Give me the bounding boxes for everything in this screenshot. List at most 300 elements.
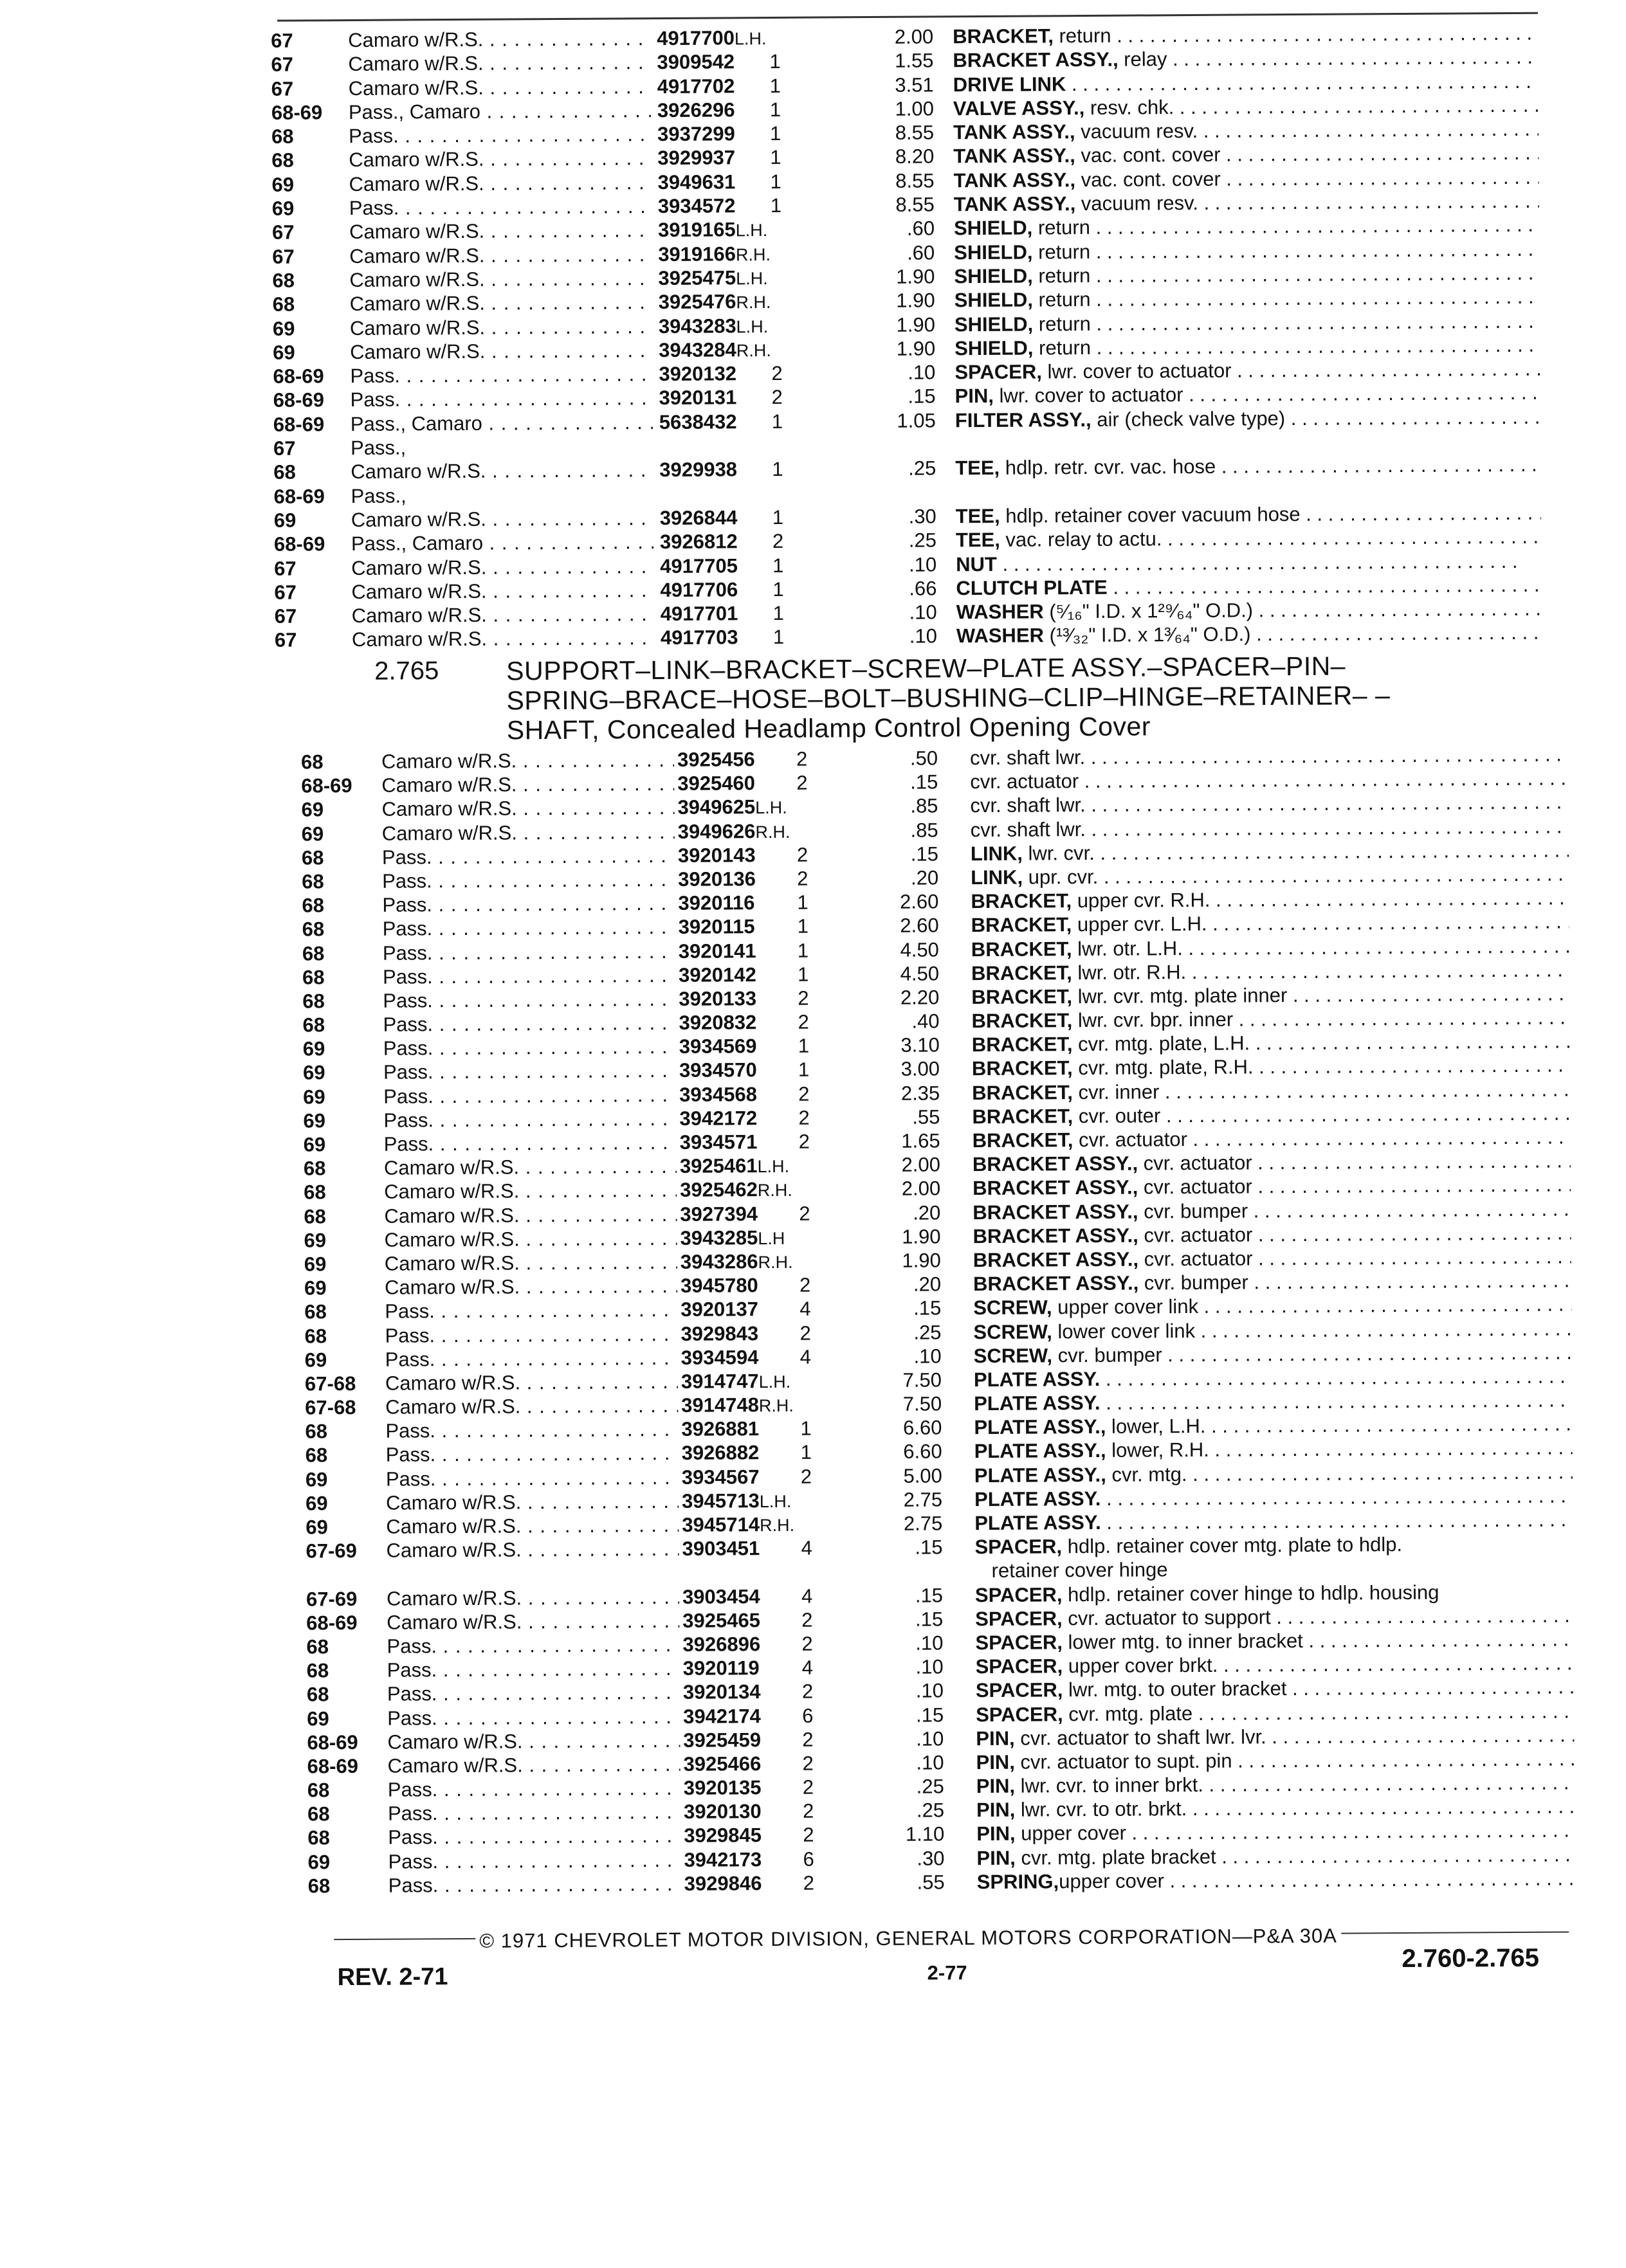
model-year: 69 [304,1228,326,1252]
model-year: 67-69 [306,1539,357,1563]
description [974,1436,1573,1464]
part-number-text: 3920143 [678,844,756,867]
description-name: SHIELD, [955,336,1034,359]
description-name: SPACER, [975,1631,1063,1654]
description-detail [1101,1508,1573,1534]
description-detail: relay . . . [1119,45,1539,71]
description [955,333,1540,361]
quantity: 1 [798,962,808,986]
part-number-text: 3929846 [684,1872,762,1895]
description-detail: upper cover . . . [1015,1819,1575,1845]
part-number-text: 3934571 [680,1130,758,1154]
description-detail [1066,69,1539,95]
description [972,1030,1570,1057]
price: .15 [872,1583,943,1608]
group-title-line-1: SUPPORT–LINK–BRACKET–SCREW–PLATE ASSY.–SPACER–PIN– [506,649,1600,685]
part-number [680,1130,758,1156]
description-name: SPACER, [975,1583,1063,1606]
description [971,981,1569,1009]
part-number-text: 3934594 [681,1346,759,1369]
price: 2.60 [868,890,938,914]
part-number [683,1680,761,1705]
price: 8.55 [863,121,934,145]
part-number-text: 3937299 [657,123,735,146]
application [385,1298,677,1323]
part-number-text: 3945780 [681,1274,758,1297]
price: 6.60 [872,1440,942,1464]
model-year: 68 [301,750,324,774]
part-number [660,530,738,556]
part-number-text: 3920134 [683,1680,761,1703]
description-name: SHIELD, [954,264,1033,287]
price: 5.00 [872,1464,942,1488]
description-name: SCREW, [973,1320,1052,1343]
description-name: PIN, [976,1775,1016,1797]
part-number [659,338,771,363]
part-number [679,986,756,1012]
part-number [659,458,737,484]
quantity: 2 [772,529,783,553]
price: .15 [868,842,938,866]
quantity: 1 [770,122,781,145]
description-detail: cvr. bumper . . . [1138,1197,1571,1222]
price: 7.50 [871,1392,942,1416]
part-number-text: 3945713 [682,1489,760,1512]
revision-label: REV. 2-71 [337,1963,448,1991]
description [953,21,1538,49]
model-year: 69 [274,508,297,532]
part-number-text: 3926296 [657,98,735,122]
application [351,386,653,412]
description-detail: hdlp. retr. cvr. vac. hose . . . [1000,453,1540,479]
part-number-text: 3929938 [659,458,737,482]
description [971,957,1569,985]
application-text: Pass. [383,1013,433,1035]
description [973,1197,1571,1224]
part-number [679,914,755,940]
application-text: Pass. [350,365,400,387]
application-text: Pass. [383,1109,434,1131]
description [971,910,1569,938]
application-text: Pass. [383,941,433,964]
application-text: Camaro w/R.S. [385,1371,520,1394]
description [954,261,1539,289]
model-year: 68-69 [271,100,323,125]
description [976,1819,1575,1846]
price: 4.50 [868,961,939,986]
description-detail [997,549,1518,575]
application [351,530,653,556]
part-number [660,505,738,531]
application-text: Pass. [383,989,433,1012]
application [352,626,654,652]
description [974,1460,1573,1487]
description-name: BRACKET, [972,1105,1073,1128]
model-year: 68 [273,293,295,317]
side-indicator: R.H. [758,1181,792,1200]
model-year: 68 [272,268,295,293]
application-text: Camaro w/R.S. [348,28,483,51]
description [974,1507,1573,1535]
description-detail: lower cover link . . . [1052,1316,1572,1343]
description-name: SHIELD, [954,240,1033,264]
price: 1.90 [864,336,935,361]
model-year: 67 [271,29,293,53]
application [387,1704,680,1730]
quantity: 1 [798,1034,809,1058]
description-detail: vac. cont. cover . . . [1075,165,1539,190]
part-number [680,1202,758,1228]
side-indicator: R.H. [736,293,771,312]
model-year: 68 [308,1874,331,1898]
description-detail: cvr. actuator . . . [1138,1244,1571,1270]
price: .20 [868,866,938,890]
application [383,939,675,965]
description-detail: cvr. shaft lwr. . . . [970,790,1568,817]
model-year: 69 [302,822,324,846]
price [865,432,936,433]
description-name: PLATE ASSY., [974,1463,1106,1486]
application [383,987,675,1013]
description [977,1866,1575,1894]
part-number [684,1799,762,1825]
part-number [657,50,735,76]
price: 1.90 [870,1248,941,1273]
description-detail: hdlp. retainer cover hinge to hdlp. housing [1062,1581,1439,1606]
price: .85 [868,818,938,842]
description-name: SPACER, [976,1655,1063,1678]
parts-list-section-2 [301,742,1582,1898]
description [974,1483,1573,1511]
model-year: 69 [306,1467,328,1491]
description-name: TEE, [955,457,1000,479]
application [350,314,652,340]
parts-list-section-1 [271,21,1561,653]
side-indicator: R.H. [736,341,771,360]
description [974,1364,1572,1392]
model-year: 68-69 [307,1730,358,1755]
description-detail [1100,1365,1572,1390]
description-name: WASHER [956,624,1044,648]
quantity: 1 [798,914,808,938]
description [976,1675,1574,1703]
part-number [659,410,737,435]
description [973,1220,1571,1248]
model-year: 67 [272,221,295,245]
description [954,237,1539,264]
model-year: 68-69 [273,412,325,437]
model-year: 68 [302,918,325,941]
price: .55 [874,1870,945,1894]
description-detail: cvr. mtg. plate . . . [1063,1699,1575,1725]
application [383,1083,676,1109]
description-detail: return . . . [1033,285,1540,311]
model-year: 68 [305,1419,327,1443]
application-text: Camaro w/R.S. [351,556,486,579]
part-number-text: 3925476 [659,291,736,314]
description-detail: lwr. otr. R.H. . . . [1072,957,1569,984]
side-indicator: R.H. [758,1253,792,1272]
price: .15 [870,1296,941,1321]
price: 8.55 [863,168,934,193]
part-number-text: 3903454 [682,1585,760,1608]
description-detail: return . . . [1032,237,1539,263]
part-number-text: 3920132 [659,362,736,385]
part-number [682,1584,760,1610]
description [956,525,1541,552]
price: .15 [872,1536,942,1560]
description-name: BRACKET ASSY., [973,1224,1138,1247]
description-detail: return . . . [1033,333,1540,359]
model-year: 68 [302,893,324,917]
price: .10 [866,601,937,625]
application-text: Camaro w/R.S. [385,1276,520,1299]
description [974,1532,1573,1559]
price: .10 [866,624,937,649]
part-number-text: 3909542 [657,51,735,74]
part-number-text: 3920141 [679,939,756,963]
part-number-text: 3934569 [679,1035,757,1058]
description-name: BRACKET, [971,889,1072,912]
quantity: 2 [803,1823,814,1847]
application [386,1465,679,1491]
application-text: Pass. [385,1324,435,1347]
description [970,742,1568,770]
description-name: SPACER, [976,1703,1063,1726]
application-text: Pass. [383,965,433,988]
part-number [682,1632,760,1658]
application [386,1441,679,1467]
quantity: 2 [799,1130,810,1154]
description-name: BRACKET ASSY., [973,1152,1138,1176]
description-detail [1101,1484,1573,1510]
price: 2.00 [870,1177,940,1201]
part-number [658,242,771,268]
description-name: CLUTCH PLATE [956,576,1108,599]
price: .30 [866,504,936,529]
application [349,194,652,220]
model-year: 68 [304,1181,326,1204]
model-year: 67 [273,437,296,461]
description [953,45,1538,73]
description-detail: cvr. actuator . . . [1073,1125,1570,1151]
part-number [682,1465,760,1491]
quantity: 2 [801,1464,812,1488]
part-number [657,122,735,148]
side-indicator: L.H. [735,29,767,48]
part-number [681,1393,794,1419]
part-number [681,1345,759,1371]
part-number-text: 3943286 [681,1250,758,1273]
application [382,844,675,869]
price: 1.65 [870,1129,940,1153]
price: 2.00 [863,24,933,49]
description-detail: cvr. actuator . . . [970,767,1568,793]
application-text: Camaro w/R.S. [349,76,484,99]
description-detail: upper cover link . . . [1052,1293,1571,1319]
model-year: 69 [304,1276,327,1300]
application [382,819,675,845]
price: .10 [871,1344,942,1368]
part-number [657,74,735,100]
description [975,1603,1573,1631]
description-name: TANK ASSY., [953,120,1075,143]
model-year: 68 [271,125,294,149]
description [976,1651,1574,1679]
description-name: LINK, [971,842,1023,864]
part-number [684,1871,762,1897]
description-name: SHIELD, [954,217,1033,240]
quantity: 2 [771,361,782,385]
application-text: Camaro w/R.S. [384,1204,519,1227]
application [349,147,651,172]
description-detail: lower, L.H. . . . [1106,1412,1572,1438]
model-year: 68 [306,1635,329,1658]
part-number-text: 3934568 [679,1083,757,1106]
description [971,934,1569,961]
description-detail: cvr. bumper . . . [1138,1269,1571,1294]
description-name: PLATE ASSY. [974,1392,1101,1415]
application [351,434,653,460]
price: .20 [870,1273,941,1297]
model-year: 68 [307,1802,330,1826]
application-text: Camaro w/R.S. [384,1156,519,1179]
model-year: 68 [304,1324,327,1348]
description-detail: cvr. actuator . . . [1138,1149,1571,1175]
application-text: Camaro w/R.S. [350,292,485,315]
price: 3.51 [863,73,934,97]
quantity: 2 [796,747,807,771]
part-number [683,1752,761,1777]
model-year: 68 [302,846,324,869]
model-year: 68 [307,1778,330,1802]
group-title-line-3: SHAFT, Concealed Headlamp Control Opening Cover [507,709,1600,745]
price: .15 [873,1703,944,1727]
part-number [681,1321,758,1347]
quantity: 6 [802,1703,813,1727]
model-year: 68 [307,1658,329,1682]
model-year: 68 [271,149,294,173]
description-detail: (⁵⁄₁₆" I.D. x 1²⁹⁄₆₄" O.D.) . . . [1044,597,1542,623]
application [388,1848,681,1874]
description-detail: cvr. actuator . . . [1138,1173,1571,1199]
top-rule [277,12,1538,22]
model-year: 67 [274,580,297,604]
description-name: BRACKET, [972,1081,1073,1104]
application [384,1178,677,1204]
part-number-text: 3914747 [681,1370,759,1393]
application-text: Camaro w/R.S. [348,52,483,75]
application-text: Camaro w/R.S. [352,604,487,627]
description-detail: cvr. shaft lwr. . . . [970,743,1568,769]
description-detail: cvr. actuator . . . [1138,1220,1571,1246]
part-number [677,747,755,773]
description [955,309,1540,336]
part-number [680,1226,785,1251]
part-number [681,1249,793,1275]
part-number-text: 3934572 [658,194,736,217]
part-number-text: 3920136 [678,867,756,891]
application [388,1776,681,1802]
application-text: Pass. [349,197,399,219]
quantity: 2 [802,1727,813,1751]
application [349,170,651,196]
description-name: BRACKET, [971,938,1072,961]
model-year: 68-69 [274,532,325,556]
part-number [658,194,736,219]
application-text: Pass. [388,1778,438,1801]
description-name: VALVE ASSY., [953,96,1085,120]
part-number-text: 3903451 [682,1537,760,1560]
application [387,1680,680,1706]
description-name: BRACKET, [972,1057,1073,1080]
quantity: 1 [773,601,784,625]
model-year: 68 [273,460,296,485]
quantity: 2 [803,1775,814,1799]
application-text: Pass. [385,1419,435,1442]
application-text: Camaro w/R.S. [384,1180,519,1203]
description-detail: cvr. actuator to supt. pin . . . [1015,1746,1575,1773]
application-text: Pass. [384,1132,434,1155]
description-name: PIN, [955,385,994,407]
quantity: 2 [798,1105,809,1129]
part-number [683,1728,761,1754]
application-text: Pass. [386,1444,436,1466]
price: .10 [873,1750,944,1775]
description-name: BRACKET ASSY., [973,1176,1138,1200]
model-year: 69 [304,1132,326,1156]
part-number-text: 3949626 [678,820,756,843]
application [383,1035,676,1060]
side-indicator: L.H. [736,221,768,240]
description [976,1795,1575,1822]
description [953,69,1539,96]
model-year: 69 [307,1707,329,1730]
application-text: Pass. [388,1850,438,1873]
model-year: 69 [301,798,324,822]
price: 1.10 [873,1822,944,1847]
application [350,362,652,388]
description-detail [1100,1388,1572,1414]
description-detail [1108,573,1542,599]
description-name: SCREW, [974,1344,1053,1367]
description-name: BRACKET, [972,1033,1073,1056]
part-number-text: 4917705 [660,554,738,577]
part-number-text: 3920130 [684,1800,762,1823]
application-text: Pass. [383,918,433,940]
part-number [659,386,737,412]
application [387,1609,679,1635]
part-number-text: 3920131 [659,386,737,410]
description-detail: cvr. mtg. . . . [1106,1460,1573,1485]
part-number [681,1417,759,1442]
application-text: Camaro w/R.S. [349,148,484,171]
part-number [678,843,756,869]
price: 1.05 [865,408,936,433]
application-text: Pass. [351,388,401,411]
part-number [679,1010,756,1036]
price: .25 [873,1774,944,1799]
description-name: BRACKET, [953,24,1054,48]
description [974,1340,1572,1368]
description-name: BRACKET, [971,913,1072,936]
application-text: Pass. [383,1085,434,1107]
description-detail: upr. cvr. . . . [1023,862,1569,889]
description-name: PLATE ASSY., [974,1415,1106,1438]
application-text: Pass. [386,1467,436,1490]
side-indicator: R.H. [755,822,790,841]
model-year: 69 [306,1491,328,1515]
